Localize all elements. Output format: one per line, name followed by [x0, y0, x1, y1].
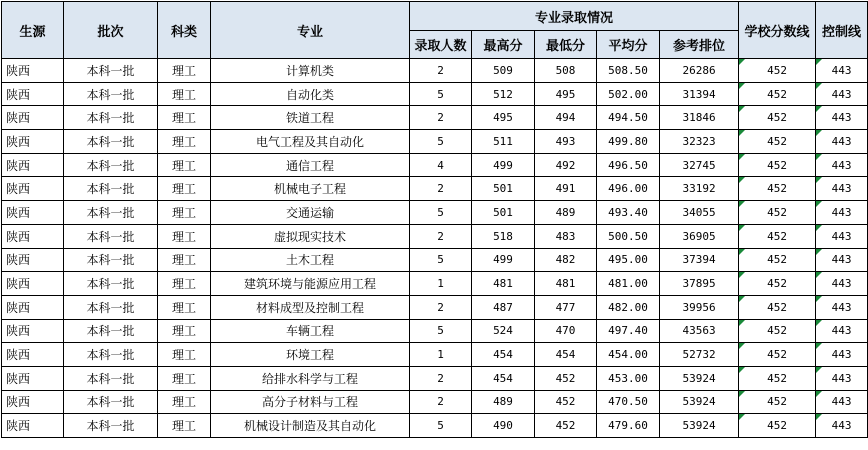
category-cell[interactable]: 理工	[158, 106, 211, 130]
min-score-cell[interactable]: 452	[535, 414, 597, 438]
rank-cell[interactable]: 26286	[660, 59, 739, 83]
major-cell[interactable]: 给排水科学与工程	[211, 366, 410, 390]
batch-cell[interactable]: 本科一批	[64, 82, 158, 106]
major-cell[interactable]: 交通运输	[211, 201, 410, 225]
school-line-cell[interactable]: 452	[739, 295, 816, 319]
school-line-cell[interactable]: 452	[739, 366, 816, 390]
batch-cell[interactable]: 本科一批	[64, 319, 158, 343]
rank-cell[interactable]: 53924	[660, 390, 739, 414]
province-cell[interactable]: 陕西	[2, 224, 64, 248]
avg-score-cell[interactable]: 495.00	[597, 248, 660, 272]
major-cell[interactable]: 电气工程及其自动化	[211, 130, 410, 154]
rank-cell[interactable]: 31846	[660, 106, 739, 130]
school-line-cell[interactable]: 452	[739, 130, 816, 154]
school-line-cell[interactable]: 452	[739, 414, 816, 438]
control-line-cell[interactable]: 443	[816, 366, 868, 390]
admitted-cell[interactable]: 2	[410, 295, 472, 319]
category-cell[interactable]: 理工	[158, 272, 211, 296]
major-cell[interactable]: 材料成型及控制工程	[211, 295, 410, 319]
min-score-cell[interactable]: 452	[535, 390, 597, 414]
min-score-cell[interactable]: 489	[535, 201, 597, 225]
school-line-cell[interactable]: 452	[739, 82, 816, 106]
header-max-score: 最高分	[472, 31, 535, 59]
min-score-cell[interactable]: 483	[535, 224, 597, 248]
table-row	[2, 272, 868, 296]
school-line-cell[interactable]: 452	[739, 272, 816, 296]
school-line-cell[interactable]: 452	[739, 201, 816, 225]
max-score-cell[interactable]: 490	[472, 414, 535, 438]
major-cell[interactable]: 铁道工程	[211, 106, 410, 130]
table-row	[2, 82, 868, 106]
table-row	[2, 414, 868, 438]
major-cell[interactable]: 自动化类	[211, 82, 410, 106]
category-cell[interactable]: 理工	[158, 224, 211, 248]
major-cell[interactable]: 土木工程	[211, 248, 410, 272]
rank-cell[interactable]: 34055	[660, 201, 739, 225]
province-cell[interactable]: 陕西	[2, 248, 64, 272]
rank-cell[interactable]: 37394	[660, 248, 739, 272]
header-batch: 批次	[64, 2, 158, 59]
batch-cell[interactable]: 本科一批	[64, 295, 158, 319]
school-line-cell[interactable]: 452	[739, 343, 816, 367]
rank-cell[interactable]: 53924	[660, 414, 739, 438]
admitted-cell[interactable]: 5	[410, 414, 472, 438]
admission-table	[1, 1, 868, 438]
header-control-line: 控制线	[816, 2, 868, 59]
category-cell[interactable]: 理工	[158, 82, 211, 106]
avg-score-cell[interactable]: 482.00	[597, 295, 660, 319]
admitted-cell[interactable]: 1	[410, 272, 472, 296]
admitted-cell[interactable]: 2	[410, 177, 472, 201]
major-cell[interactable]: 机械电子工程	[211, 177, 410, 201]
min-score-cell[interactable]: 452	[535, 366, 597, 390]
province-cell[interactable]: 陕西	[2, 366, 64, 390]
category-cell[interactable]: 理工	[158, 59, 211, 83]
header-province: 生源	[2, 2, 64, 59]
batch-cell[interactable]: 本科一批	[64, 414, 158, 438]
min-score-cell[interactable]: 454	[535, 343, 597, 367]
province-cell[interactable]: 陕西	[2, 177, 64, 201]
category-cell[interactable]: 理工	[158, 130, 211, 154]
header-rank: 参考排位	[660, 31, 739, 59]
table-row	[2, 224, 868, 248]
avg-score-cell[interactable]: 493.40	[597, 201, 660, 225]
school-line-cell[interactable]: 452	[739, 153, 816, 177]
rank-cell[interactable]: 39956	[660, 295, 739, 319]
rank-cell[interactable]: 52732	[660, 343, 739, 367]
max-score-cell[interactable]: 489	[472, 390, 535, 414]
province-cell[interactable]: 陕西	[2, 272, 64, 296]
table-row	[2, 366, 868, 390]
table-row	[2, 295, 868, 319]
admitted-cell[interactable]: 2	[410, 59, 472, 83]
admitted-cell[interactable]: 5	[410, 248, 472, 272]
batch-cell[interactable]: 本科一批	[64, 224, 158, 248]
max-score-cell[interactable]: 481	[472, 272, 535, 296]
header-major: 专业	[211, 2, 410, 59]
max-score-cell[interactable]: 499	[472, 153, 535, 177]
table-body	[2, 59, 868, 438]
min-score-cell[interactable]: 493	[535, 130, 597, 154]
min-score-cell[interactable]: 508	[535, 59, 597, 83]
rank-cell[interactable]: 33192	[660, 177, 739, 201]
table-row	[2, 177, 868, 201]
avg-score-cell[interactable]: 453.00	[597, 366, 660, 390]
avg-score-cell[interactable]: 494.50	[597, 106, 660, 130]
max-score-cell[interactable]: 499	[472, 248, 535, 272]
min-score-cell[interactable]: 491	[535, 177, 597, 201]
province-cell[interactable]: 陕西	[2, 295, 64, 319]
major-cell[interactable]: 车辆工程	[211, 319, 410, 343]
batch-cell[interactable]: 本科一批	[64, 201, 158, 225]
min-score-cell[interactable]: 495	[535, 82, 597, 106]
control-line-cell[interactable]: 443	[816, 177, 868, 201]
header-category: 科类	[158, 2, 211, 59]
province-cell[interactable]: 陕西	[2, 82, 64, 106]
category-cell[interactable]: 理工	[158, 390, 211, 414]
table-row	[2, 201, 868, 225]
category-cell[interactable]: 理工	[158, 153, 211, 177]
control-line-cell[interactable]: 443	[816, 130, 868, 154]
batch-cell[interactable]: 本科一批	[64, 248, 158, 272]
admitted-cell[interactable]: 5	[410, 82, 472, 106]
min-score-cell[interactable]: 470	[535, 319, 597, 343]
avg-score-cell[interactable]: 470.50	[597, 390, 660, 414]
school-line-cell[interactable]: 452	[739, 319, 816, 343]
control-line-cell[interactable]: 443	[816, 295, 868, 319]
max-score-cell[interactable]: 495	[472, 106, 535, 130]
header-admitted: 录取人数	[410, 31, 472, 59]
admitted-cell[interactable]: 4	[410, 153, 472, 177]
header-avg-score: 平均分	[597, 31, 660, 59]
rank-cell[interactable]: 32323	[660, 130, 739, 154]
province-cell[interactable]: 陕西	[2, 153, 64, 177]
school-line-cell[interactable]: 452	[739, 224, 816, 248]
batch-cell[interactable]: 本科一批	[64, 272, 158, 296]
rank-cell[interactable]: 36905	[660, 224, 739, 248]
rank-cell[interactable]: 32745	[660, 153, 739, 177]
batch-cell[interactable]: 本科一批	[64, 59, 158, 83]
min-score-cell[interactable]: 482	[535, 248, 597, 272]
major-cell[interactable]: 虚拟现实技术	[211, 224, 410, 248]
table-row	[2, 319, 868, 343]
table-row	[2, 106, 868, 130]
admitted-cell[interactable]: 1	[410, 343, 472, 367]
batch-cell[interactable]: 本科一批	[64, 366, 158, 390]
avg-score-cell[interactable]: 454.00	[597, 343, 660, 367]
min-score-cell[interactable]: 492	[535, 153, 597, 177]
max-score-cell[interactable]: 511	[472, 130, 535, 154]
control-line-cell[interactable]: 443	[816, 59, 868, 83]
rank-cell[interactable]: 43563	[660, 319, 739, 343]
province-cell[interactable]: 陕西	[2, 343, 64, 367]
province-cell[interactable]: 陕西	[2, 130, 64, 154]
control-line-cell[interactable]: 443	[816, 224, 868, 248]
min-score-cell[interactable]: 477	[535, 295, 597, 319]
category-cell[interactable]: 理工	[158, 177, 211, 201]
batch-cell[interactable]: 本科一批	[64, 153, 158, 177]
header-admission-group: 专业录取情况	[410, 2, 739, 31]
table-row	[2, 130, 868, 154]
table-row	[2, 59, 868, 83]
batch-cell[interactable]: 本科一批	[64, 343, 158, 367]
control-line-cell[interactable]: 443	[816, 106, 868, 130]
category-cell[interactable]: 理工	[158, 248, 211, 272]
header-min-score: 最低分	[535, 31, 597, 59]
admitted-cell[interactable]: 2	[410, 366, 472, 390]
avg-score-cell[interactable]: 500.50	[597, 224, 660, 248]
province-cell[interactable]: 陕西	[2, 201, 64, 225]
province-cell[interactable]: 陕西	[2, 414, 64, 438]
avg-score-cell[interactable]: 496.50	[597, 153, 660, 177]
admitted-cell[interactable]: 2	[410, 106, 472, 130]
control-line-cell[interactable]: 443	[816, 272, 868, 296]
max-score-cell[interactable]: 454	[472, 366, 535, 390]
batch-cell[interactable]: 本科一批	[64, 106, 158, 130]
rank-cell[interactable]: 37895	[660, 272, 739, 296]
rank-cell[interactable]: 31394	[660, 82, 739, 106]
school-line-cell[interactable]: 452	[739, 177, 816, 201]
avg-score-cell[interactable]: 508.50	[597, 59, 660, 83]
rank-cell[interactable]: 53924	[660, 366, 739, 390]
control-line-cell[interactable]: 443	[816, 82, 868, 106]
table-row	[2, 343, 868, 367]
province-cell[interactable]: 陕西	[2, 319, 64, 343]
avg-score-cell[interactable]: 479.60	[597, 414, 660, 438]
avg-score-cell[interactable]: 499.80	[597, 130, 660, 154]
category-cell[interactable]: 理工	[158, 366, 211, 390]
school-line-cell[interactable]: 452	[739, 248, 816, 272]
max-score-cell[interactable]: 501	[472, 177, 535, 201]
table-row	[2, 248, 868, 272]
max-score-cell[interactable]: 509	[472, 59, 535, 83]
province-cell[interactable]: 陕西	[2, 59, 64, 83]
avg-score-cell[interactable]: 502.00	[597, 82, 660, 106]
admitted-cell[interactable]: 5	[410, 201, 472, 225]
admitted-cell[interactable]: 2	[410, 224, 472, 248]
max-score-cell[interactable]: 518	[472, 224, 535, 248]
admitted-cell[interactable]: 5	[410, 130, 472, 154]
min-score-cell[interactable]: 494	[535, 106, 597, 130]
batch-cell[interactable]: 本科一批	[64, 130, 158, 154]
avg-score-cell[interactable]: 497.40	[597, 319, 660, 343]
major-cell[interactable]: 通信工程	[211, 153, 410, 177]
batch-cell[interactable]: 本科一批	[64, 177, 158, 201]
control-line-cell[interactable]: 443	[816, 248, 868, 272]
major-cell[interactable]: 建筑环境与能源应用工程	[211, 272, 410, 296]
province-cell[interactable]: 陕西	[2, 106, 64, 130]
control-line-cell[interactable]: 443	[816, 414, 868, 438]
min-score-cell[interactable]: 481	[535, 272, 597, 296]
category-cell[interactable]: 理工	[158, 201, 211, 225]
table-row	[2, 390, 868, 414]
batch-cell[interactable]: 本科一批	[64, 390, 158, 414]
control-line-cell[interactable]: 443	[816, 343, 868, 367]
max-score-cell[interactable]: 501	[472, 201, 535, 225]
control-line-cell[interactable]: 443	[816, 390, 868, 414]
major-cell[interactable]: 高分子材料与工程	[211, 390, 410, 414]
max-score-cell[interactable]: 454	[472, 343, 535, 367]
category-cell[interactable]: 理工	[158, 343, 211, 367]
school-line-cell[interactable]: 452	[739, 106, 816, 130]
header-row-top	[2, 2, 868, 31]
max-score-cell[interactable]: 487	[472, 295, 535, 319]
category-cell[interactable]: 理工	[158, 319, 211, 343]
category-cell[interactable]: 理工	[158, 295, 211, 319]
admitted-cell[interactable]: 2	[410, 390, 472, 414]
table-row	[2, 153, 868, 177]
max-score-cell[interactable]: 512	[472, 82, 535, 106]
avg-score-cell[interactable]: 481.00	[597, 272, 660, 296]
school-line-cell[interactable]: 452	[739, 390, 816, 414]
major-cell[interactable]: 环境工程	[211, 343, 410, 367]
major-cell[interactable]: 计算机类	[211, 59, 410, 83]
school-line-cell[interactable]: 452	[739, 59, 816, 83]
control-line-cell[interactable]: 443	[816, 201, 868, 225]
control-line-cell[interactable]: 443	[816, 153, 868, 177]
control-line-cell[interactable]: 443	[816, 319, 868, 343]
province-cell[interactable]: 陕西	[2, 390, 64, 414]
admitted-cell[interactable]: 5	[410, 319, 472, 343]
avg-score-cell[interactable]: 496.00	[597, 177, 660, 201]
max-score-cell[interactable]: 524	[472, 319, 535, 343]
header-school-line: 学校分数线	[739, 2, 816, 59]
category-cell[interactable]: 理工	[158, 414, 211, 438]
major-cell[interactable]: 机械设计制造及其自动化	[211, 414, 410, 438]
